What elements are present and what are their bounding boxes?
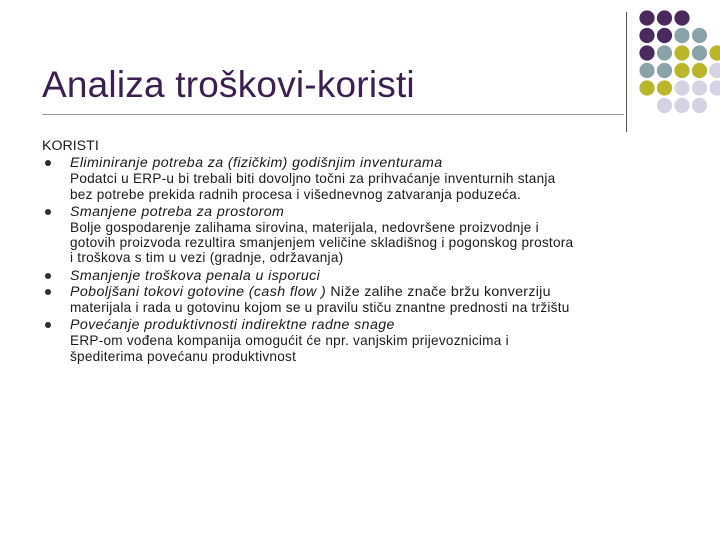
bullet-icon (45, 322, 51, 328)
item-body: ERP-om vođena kompanija omogućit će npr. vanjskim prijevoznicima i špediterima povećanu produktivnost (70, 333, 509, 364)
decorative-dot (674, 63, 689, 78)
item-body: materijala i rada u gotovinu kojom se u pravilu stiču znantne prednosti na tržištu (70, 300, 570, 316)
decorative-dot (709, 80, 720, 95)
decorative-dot (674, 10, 689, 25)
bullet-icon (45, 160, 51, 166)
list-item (42, 284, 682, 315)
bullet-icon (45, 289, 51, 295)
decorative-dot (692, 28, 707, 43)
item-body: Podatci u ERP-u bi trebali biti dovoljno točni za prihvaćanje inventurnih stanja bez potrebe prekida radnih procesa i višednevnog zatvaranja poduzeća. (70, 171, 556, 202)
decorative-dot (657, 28, 672, 43)
item-title: Eliminiranje potreba za (fizičkim) godišnjim inventurama (70, 155, 443, 172)
item-body: Bolje gospodarenje zalihama sirovina, materijala, nedovršene proizvodnje i gotovih proizvoda rezultira smanjenjem veličine skladišnog i pogonskog prostora i troškova s tim u vezi (gradnje, održavanja) (70, 220, 574, 266)
decorative-dot (674, 98, 689, 113)
decorative-dot (657, 63, 672, 78)
decorative-dot (657, 45, 672, 60)
item-title: Smanjenje troškova penala u isporuci (70, 267, 321, 284)
list-item (42, 204, 682, 266)
decorative-dot (657, 98, 672, 113)
decorative-dot (709, 63, 720, 78)
decorative-dot (692, 80, 707, 95)
decorative-dot (692, 63, 707, 78)
list-item (42, 155, 682, 202)
bullet-icon (45, 209, 51, 215)
decorative-dot (639, 80, 654, 95)
decorative-dot (674, 80, 689, 95)
decorative-dot (657, 10, 672, 25)
bullet-icon (45, 273, 51, 279)
decorative-dot (639, 45, 654, 60)
decorative-dot (692, 45, 707, 60)
item-title: Smanjene potreba za prostorom (70, 203, 285, 220)
decorative-dot (639, 10, 654, 25)
slide-content (42, 138, 682, 366)
list-item (42, 268, 682, 284)
item-inline-text: Niže zalihe znače bržu konverziju (326, 283, 551, 300)
decorative-dot (709, 45, 720, 60)
decorative-dot (692, 98, 707, 113)
item-title: Poboljšani tokovi gotovine (cash flow ) (70, 283, 327, 300)
decorative-dot (674, 45, 689, 60)
decorative-vertical-line (626, 12, 627, 132)
decorative-dot (639, 63, 654, 78)
decorative-dot (639, 28, 654, 43)
item-title: Povećanje produktivnosti indirektne radne snage (70, 317, 395, 334)
decorative-dot (674, 28, 689, 43)
title-divider (42, 114, 624, 115)
decorative-dot (657, 80, 672, 95)
section-heading: KORISTI (42, 138, 99, 154)
slide-title: Analiza troškovi-koristi (42, 64, 415, 105)
list-item (42, 317, 682, 364)
